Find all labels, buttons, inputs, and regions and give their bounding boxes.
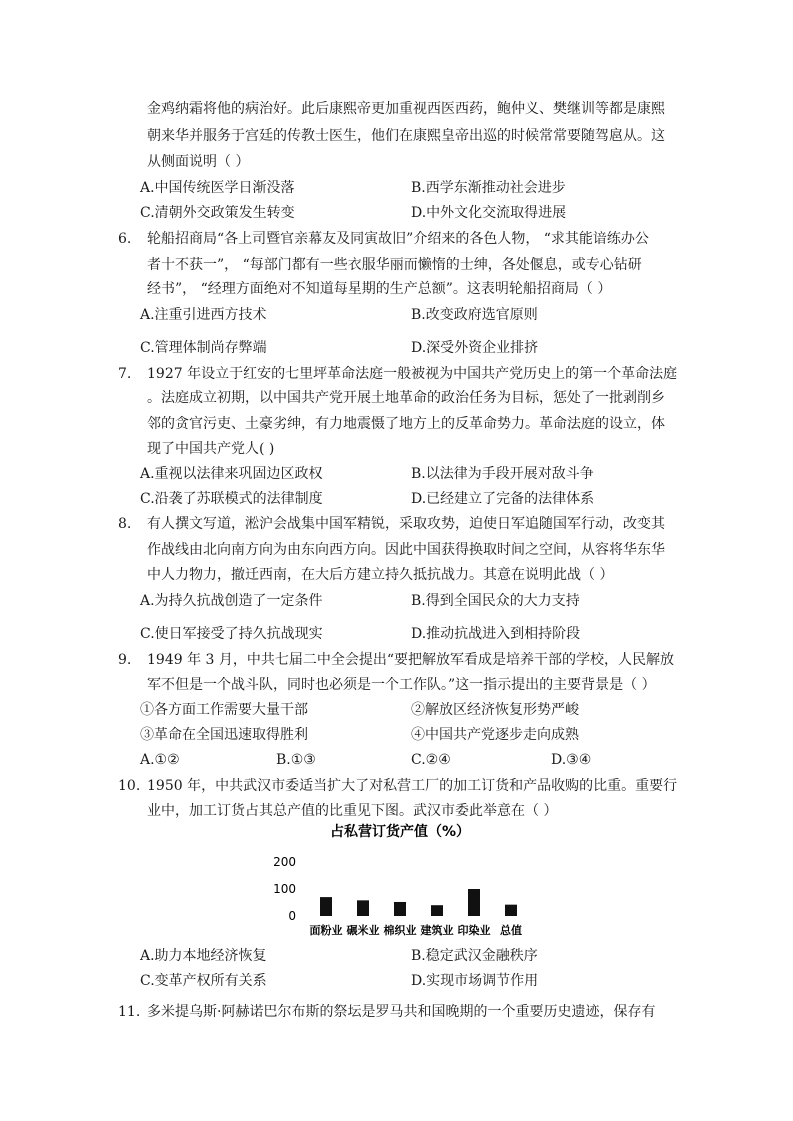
category-label-5: 总值 xyxy=(500,924,522,937)
bar-1 xyxy=(357,900,369,916)
category-label-1: 碾米业 xyxy=(346,924,380,937)
y-tick-100: 100 xyxy=(273,882,296,896)
q10-option-b[interactable]: B.稳定武汉金融秩序 xyxy=(411,948,538,964)
q8-option-b[interactable]: B.得到全国民众的大力支持 xyxy=(411,593,580,609)
q7-line-4: 现了中国共产党人( ) xyxy=(147,441,275,457)
q10-line-1: 1950 年，中共武汉市委适当扩大了对私营工厂的加工订货和产品收购的比重。重要行 xyxy=(147,778,678,794)
bar-5 xyxy=(505,905,517,916)
q10-option-c[interactable]: C.变革产权所有关系 xyxy=(140,973,267,989)
q10-option-d[interactable]: D.实现市场调节作用 xyxy=(411,973,539,989)
category-label-3: 建筑业 xyxy=(420,924,454,937)
q5-option-c[interactable]: C.清朝外交政策发生转变 xyxy=(140,205,295,221)
q9-option-c[interactable]: C.②④ xyxy=(411,752,451,768)
q9-number: 9. xyxy=(118,652,132,668)
q7-option-a[interactable]: A.重视以法律来巩固边区政权 xyxy=(140,466,323,482)
q9-option-d[interactable]: D.③④ xyxy=(551,752,592,768)
category-label-2: 棉织业 xyxy=(383,924,417,937)
q9-line-1: 1949 年 3 月，中共七届二中全会提出“要把解放军看成是培养干部的学校，人民解放 xyxy=(147,652,675,668)
q6-number: 6. xyxy=(118,231,132,247)
order-value-chart xyxy=(260,820,540,950)
q5-line-2: 朝来华并服务于宫廷的传教士医生，他们在康熙皇帝出巡的时候常常要随驾扈从。这 xyxy=(147,128,665,144)
q10-line-2: 业中，加工订货占其总产值的比重见下图。武汉市委此举意在（ ） xyxy=(147,803,558,819)
bar-2 xyxy=(394,902,406,916)
q7-number: 7. xyxy=(118,366,132,382)
chart-categories xyxy=(310,923,523,937)
q10-number: 10. xyxy=(118,778,141,794)
q7-line-1: 1927 年设立于红安的七里坪革命法庭一般被视为中国共产党历史上的第一个革命法庭 xyxy=(147,366,678,382)
q5-line-1: 金鸡纳霜将他的病治好。此后康熙帝更加重视西医西药，鲍仲义、樊继训等都是康熙 xyxy=(147,101,665,117)
q7-option-b[interactable]: B.以法律为手段开展对敌斗争 xyxy=(411,466,594,482)
q9-item-2: ②解放区经济恢复形势严峻 xyxy=(411,702,579,718)
q8-line-3: 中人力物力，撤迁西南，在大后方建立持久抵抗战力。其意在说明此战（ ） xyxy=(147,567,614,583)
q5-option-a[interactable]: A.中国传统医学日渐没落 xyxy=(140,180,295,196)
q8-option-c[interactable]: C.使日军接受了持久抗战现实 xyxy=(140,626,323,642)
q7-option-c[interactable]: C.沿袭了苏联模式的法律制度 xyxy=(140,491,323,507)
bar-4 xyxy=(468,889,480,916)
category-label-0: 面粉业 xyxy=(309,924,343,937)
q9-line-2: 军不但是一个战斗队，同时也必须是一个工作队。”这一指示提出的主要背景是（ ） xyxy=(147,677,656,693)
q11-line-1: 多米提乌斯·阿赫诺巴尔布斯的祭坛是罗马共和国晚期的一个重要历史遗迹，保存有 xyxy=(147,1004,656,1020)
q6-option-a[interactable]: A.注重引进西方技术 xyxy=(140,307,267,323)
q6-option-c[interactable]: C.管理体制尚存弊端 xyxy=(140,340,267,356)
q8-number: 8. xyxy=(118,516,132,532)
q6-line-3: 经书”， “经理方面绝对不知道每星期的生产总额”。这表明轮船招商局（ ） xyxy=(147,281,612,297)
q7-option-d[interactable]: D.已经建立了完备的法律体系 xyxy=(411,491,595,507)
y-tick-0: 0 xyxy=(288,909,296,923)
q10-option-a[interactable]: A.助力本地经济恢复 xyxy=(140,948,267,964)
q9-item-4: ④中国共产党逐步走向成熟 xyxy=(411,727,579,743)
category-label-4: 印染业 xyxy=(457,924,491,937)
q6-line-2: 者十不获一”， “每部门都有一些衣服华丽而懒惰的士绅，各处偃息，或专心钻研 xyxy=(147,257,642,273)
q8-option-a[interactable]: A.为持久抗战创造了一定条件 xyxy=(140,593,323,609)
bar-0 xyxy=(320,897,332,916)
q9-item-1: ①各方面工作需要大量干部 xyxy=(140,702,308,718)
chart-title: 占私营订货产值（%） xyxy=(329,824,471,840)
q6-option-d[interactable]: D.深受外资企业排挤 xyxy=(411,340,539,356)
y-tick-200: 200 xyxy=(273,855,296,869)
q9-option-a[interactable]: A.①② xyxy=(140,752,180,768)
q5-option-d[interactable]: D.中外文化交流取得进展 xyxy=(411,205,567,221)
q9-option-b[interactable]: B.①③ xyxy=(276,752,316,768)
q11-number: 11. xyxy=(118,1004,141,1020)
q6-option-b[interactable]: B.改变政府选官原则 xyxy=(411,307,538,323)
q5-line-3: 从侧面说明（ ） xyxy=(147,154,250,170)
q6-line-1: 轮船招商局“各上司暨官亲幕友及同寅故旧”介绍来的各色人物， “求其能谙练办公 xyxy=(147,231,649,247)
q8-line-2: 作战线由北向南方向为由东向西方向。因此中国获得换取时间之空间，从容将华东华 xyxy=(147,542,665,558)
q5-option-b[interactable]: B.西学东渐推动社会进步 xyxy=(411,180,566,196)
q9-item-3: ③革命在全国迅速取得胜利 xyxy=(140,727,308,743)
bar-3 xyxy=(431,905,443,916)
q7-line-2: 。法庭成立初期，以中国共产党开展土地革命的政治任务为目标，惩处了一批剥削乡 xyxy=(147,390,665,406)
chart-bars xyxy=(320,889,517,916)
q7-line-3: 邻的贪官污吏、土豪劣绅，有力地震慑了地方上的反革命势力。革命法庭的设立，体 xyxy=(147,416,665,432)
q8-option-d[interactable]: D.推动抗战进入到相持阶段 xyxy=(411,626,581,642)
q8-line-1: 有人撰文写道，淞沪会战集中国军精锐，采取攻势，迫使日军追随国军行动，改变其 xyxy=(147,516,665,532)
